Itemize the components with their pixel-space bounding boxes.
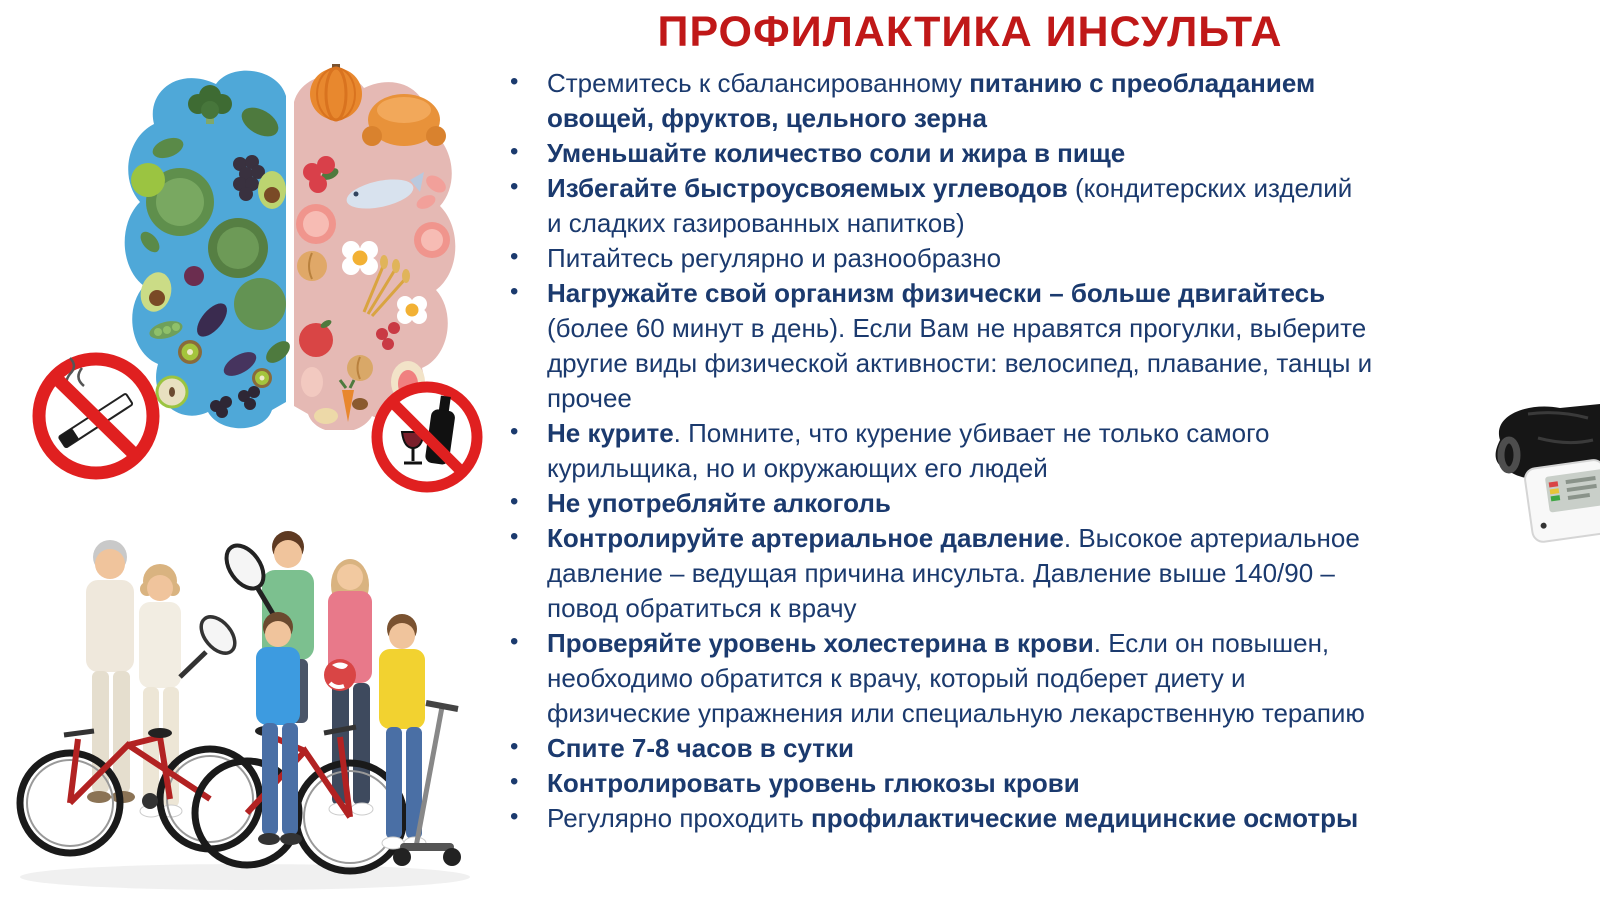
bullet-text-line [547, 276, 1515, 311]
bullet-text-line [547, 416, 1515, 451]
bullet-text-line [547, 101, 1515, 136]
bullet-item [505, 521, 1515, 626]
bullet-text-segment: другие виды физической активности: велосипед, плавание, танцы и [547, 348, 1373, 378]
food-brain-icon [120, 52, 460, 430]
bullet-text-line [547, 591, 1515, 626]
bullet-marker: • [510, 628, 519, 655]
bullet-text-line [547, 381, 1515, 416]
bullet-text-segment: Контролировать уровень глюкозы крови [547, 768, 1080, 798]
bullet-text-segment: . Высокое артериальное [1063, 523, 1360, 553]
bullet-text-segment: прочее [547, 383, 632, 413]
bullet-marker: • [510, 173, 519, 200]
bullet-text-line [547, 171, 1515, 206]
bullet-item [505, 626, 1515, 731]
bullet-text-line [547, 626, 1515, 661]
bullet-text-line [547, 66, 1515, 101]
bullet-text-segment: Не употребляйте алкоголь [547, 488, 891, 518]
bullet-text-segment: Контролируйте артериальное давление [547, 523, 1064, 553]
bullet-text-segment: профилактические медицинские осмотры [811, 803, 1359, 833]
bullet-item [505, 66, 1515, 136]
bullet-item [505, 766, 1515, 801]
tennis-racket-icon [180, 611, 241, 677]
bullet-marker: • [510, 523, 519, 550]
bullet-text-segment: Избегайте быстроусвояемых углеводов [547, 173, 1068, 203]
bullet-text-segment: Проверяйте уровень холестерина в крови [547, 628, 1094, 658]
fried-egg-icon [397, 296, 427, 324]
bullet-text-line [547, 696, 1515, 731]
bullet-text-segment: Питайтесь регулярно и разнообразно [547, 243, 1002, 273]
egg-icon [301, 367, 323, 397]
active-family-image [10, 525, 480, 895]
bullet-marker: • [510, 768, 519, 795]
bullet-marker: • [510, 803, 519, 830]
bullet-text-segment: Не курите [547, 418, 674, 448]
bicycle-icon [20, 728, 260, 853]
bp-device [1524, 459, 1600, 543]
bullet-item [505, 416, 1515, 486]
bullet-item [505, 801, 1515, 836]
bullet-item [505, 171, 1515, 241]
no-smoking-sign [26, 346, 166, 486]
pear-slice-icon [314, 408, 338, 424]
bullet-text-line [547, 136, 1515, 171]
bullet-text-line [547, 206, 1515, 241]
bullet-text-segment: и сладких газированных напитков) [547, 208, 965, 238]
bullet-text-line [547, 346, 1515, 381]
bullet-item [505, 276, 1515, 416]
bullet-text-segment: . Если он повышен, [1093, 628, 1330, 658]
bullet-text-segment: курильщика, но и окружающих его людей [547, 453, 1048, 483]
bullet-marker: • [510, 418, 519, 445]
bullet-text-segment: повод обратиться к врачу [547, 593, 857, 623]
bullet-text-segment: Спите 7-8 часов в сутки [547, 733, 854, 763]
bullet-text-line [547, 311, 1515, 346]
green-apple-icon [131, 163, 165, 197]
beet-icon [184, 266, 204, 286]
bullet-text-segment: (более 60 минут в день). Если Вам не нравятся прогулки, выберите [547, 313, 1367, 343]
food-brain-illustration [120, 52, 460, 430]
bullet-text-line [547, 556, 1515, 591]
bullet-marker: • [510, 68, 519, 95]
bullet-text-segment: . Помните, что курение убивает не только самого [673, 418, 1270, 448]
bullet-text-segment: овощей, фруктов, цельного зерна [547, 103, 987, 133]
bullet-text-line [547, 801, 1515, 836]
bullet-marker: • [510, 243, 519, 270]
bullet-text-segment: давление – ведущая причина инсульта. Давление выше 140/90 – [547, 558, 1335, 588]
bullet-item [505, 731, 1515, 766]
avocado-icon [258, 171, 286, 209]
bullet-text-line [547, 766, 1515, 801]
bullet-text-line [547, 241, 1515, 276]
no-alcohol-icon [366, 376, 488, 498]
bullet-text-line [547, 661, 1515, 696]
bullet-text-line [547, 521, 1515, 556]
bullet-text-segment: Нагружайте свой организм физически – больше двигайтесь [547, 278, 1326, 308]
no-smoking-icon [26, 346, 166, 486]
bullet-text-line [547, 451, 1515, 486]
no-alcohol-sign [366, 376, 488, 498]
bullet-marker: • [510, 733, 519, 760]
bullet-marker: • [510, 138, 519, 165]
bullet-item [505, 136, 1515, 171]
grandmother-figure [139, 564, 241, 817]
prevention-list [505, 66, 1515, 836]
bullet-text-segment: Стремитесь к сбалансированному [547, 68, 970, 98]
bullet-text-line [547, 486, 1515, 521]
bullet-marker: • [510, 488, 519, 515]
bullet-text-segment: Уменьшайте количество соли и жира в пище [547, 138, 1126, 168]
bullet-marker: • [510, 278, 519, 305]
bullet-text-segment: питанию с преобладанием [969, 68, 1316, 98]
bullet-text-segment: Регулярно проходить [547, 803, 811, 833]
bullet-item [505, 486, 1515, 521]
soccer-ball-icon [324, 659, 356, 691]
page-title: ПРОФИЛАКТИКА ИНСУЛЬТА [657, 8, 1283, 56]
bullet-item [505, 241, 1515, 276]
bullet-text-segment: необходимо обратится к врачу, который подберет диету и [547, 663, 1246, 693]
pumpkin-icon [310, 64, 362, 120]
bullet-text-segment: физические упражнения или специальную лекарственную терапию [547, 698, 1365, 728]
bullet-text-line [547, 731, 1515, 766]
bullet-text-segment: (кондитерских изделий [1067, 173, 1353, 203]
active-family-photo [10, 525, 480, 895]
